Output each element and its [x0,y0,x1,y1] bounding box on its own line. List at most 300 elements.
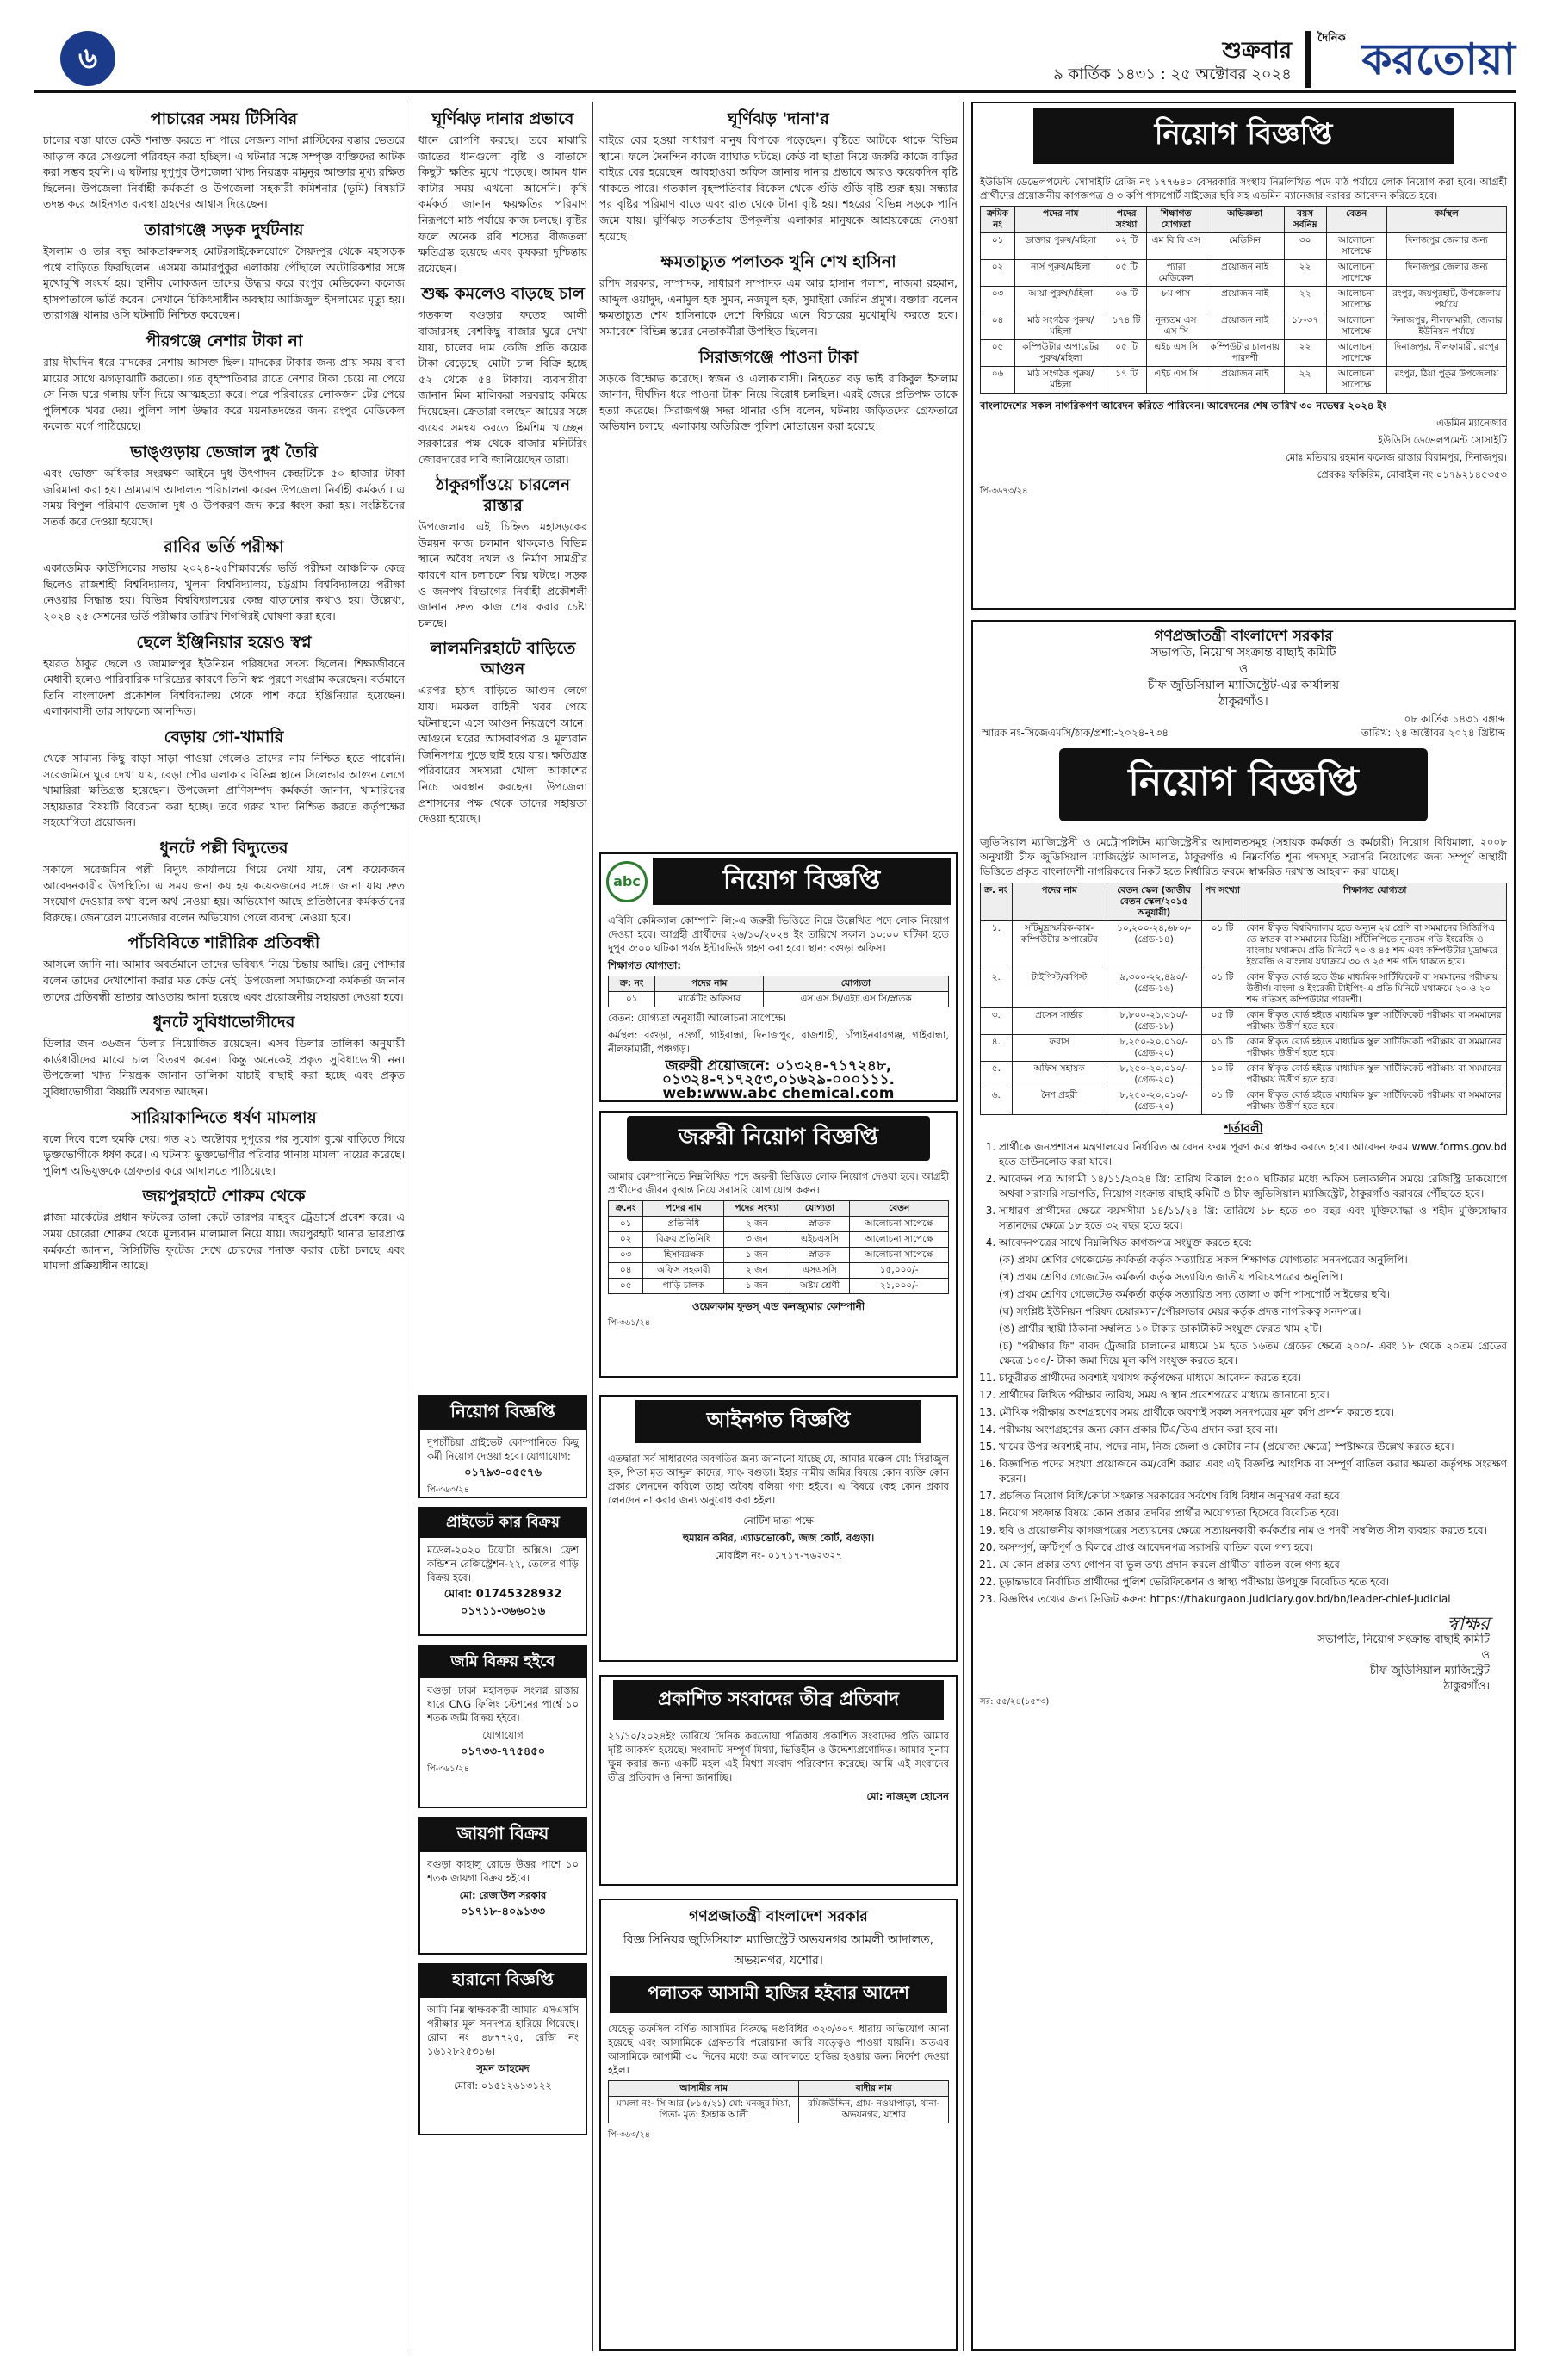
table-cell: ০৪ [609,1263,643,1279]
table-cell: অফিস সহকারী [643,1263,724,1279]
protester-name: মো: নাজমুল হোসেন [866,1790,949,1802]
table-header: শিক্ষাগত যোগ্যতা [1146,207,1206,233]
table-cell: ৮,২৫০-২০,০১০/- (গ্রেড-২০) [1107,1062,1201,1088]
phone-number: মোবাইল নং- ০১৭১৭-৭৬২৩২৭ [714,1549,843,1561]
table-cell: ০৩ [981,287,1015,313]
table-cell: এস.এস.সি/এইচ.এস.সি/স্নাতক [764,992,949,1007]
condition-item: 22. চূড়ান্তভাবে নির্বাচিত প্রার্থীদের পুলিশ ভেরিফিকেশন ও স্বাস্থ্য পরীক্ষায় উপযুক্ত বিবেচিত হতে হবে। [999,1575,1507,1590]
table-cell: ০৫ [609,1279,643,1294]
circular-date: ২৪ অক্টোবর ২০২৪ খ্রিষ্টাব্দ [1394,727,1505,739]
ad-reference: পি-৩৬১/২৪ [427,1764,470,1774]
condition-item: 16. বিজ্ঞাপিত পদের সংখ্যা প্রয়োজনে কম/বেশি করার এবং এই বিজ্ঞপ্তি আংশিক বা সম্পূর্ণ বাতিল করার ক্ষমতা কর্তৃপক্ষ সংরক্ষণ করেন। [999,1457,1507,1486]
table-header: পদ সংখ্যা [1201,883,1243,921]
signatory-title: এডমিন ম্যানেজার [1436,417,1507,429]
court-order-ad [599,1899,958,2351]
table-header: ক্র. নং [981,883,1013,921]
table-cell: ১ জন [724,1248,790,1263]
table-cell: ২১,০০০/- [850,1279,949,1294]
condition-item: 13. মৌখিক পরীক্ষায় অংশগ্রহণের সময় প্রার্থীকে অবশ্যই সকল সনদপত্রের মূল কপি প্রদর্শন করতে হবে। [999,1405,1507,1420]
condition-item: 15. খামের উপর অবশ্যই নাম, পদের নাম, নিজ জেলা ও কোটার নাম (প্রযোজ্য ক্ষেত্রে) স্পষ্টাক্ষরে উল্লেখ করতে হবে। [999,1440,1507,1454]
website-link[interactable]: web:www.abc chemical.com [662,1085,895,1102]
ad-intro: জুডিসিয়াল ম্যাজিস্ট্রেসী ও মেট্রোপলিটন ম্যাজিস্ট্রেসীর আদালতসমূহ (সহায়ক কর্মকর্তা ও কর্মচারী) নিয়োগ বিধিমালা, ২০০৮ অনুযায়ী চীফ জুডিসিয়াল ম্যাজিস্ট্রেট আদালত, ঠাকুরগাঁও এ নিম্নবর্ণিত শূন্য পদসমূহ সরাসরি নিয়োগের জন্য সম্পূর্ণ অস্থায়ী ভিত্তিতে প্রকৃত বাংলাদেশী নাগরিকদের নিকট হতে নির্ধারিত ফরমে স্বাক্ষরিত দরখাস্ত আহবান করা যাচ্ছে। [980,836,1507,877]
table-row [609,2097,949,2123]
article-body: রায় দীঘদিন ধরে মাদকের নেশায় আসক্ত ছিল। মাদকের টাকার জন্য প্রায় সময় বাবা মায়ের সাথে ঝগড়াঝাটি করতো। গত বৃহস্পতিবার রাতে নেশার টাকা চেয়ে না পেয়ে সে নিজ ঘরে গলায় ফাঁস দিয়ে আত্মহত্যা করে। পরে পরিবারের লোকজন টের পেয়ে পুলিশকে খবর দেয়। পুলিশ লাশ উদ্ধার করে ময়নাতদন্তের জন্য রংপুর মেডিকেল কলেজ মর্গে পাঠিয়েছে। [43,355,405,433]
ad-body: আমি নিম্ন স্বাক্ষরকারী আমার এসএসসি পরীক্ষার মূল সনদপত্র হারিয়ে গিয়েছে। রোল নং ৪৮৭৭২৫, রেজি নং ১৬১২৮২৫৩১৬। [427,2004,579,2057]
table-cell: ০২ টি [1107,233,1146,260]
headline: ঠাকুরগাঁওয়ে চারলেন রাস্তার [435,475,571,516]
condition-item: (ঙ) প্রার্থীর স্থায়ী ঠিকানা সম্বলিত ১০ টাকার ডাকটিকিট সংযুক্ত ফেরত খাম ২টি। [999,1323,1323,1335]
govt-office: চীফ জুডিসিয়াল ম্যাজিস্ট্রেট-এর কার্যালয় [1147,679,1340,692]
table-cell: নৈশ প্রহরী [1012,1088,1107,1115]
abc-recruitment-ad [599,852,958,1102]
table-cell: এসএসসি [790,1263,850,1279]
table-row [981,287,1507,313]
govt-position-table [980,883,1507,1115]
table-header: পদের সংখ্যা [724,1201,790,1217]
table-row [981,340,1507,367]
table-cell: প্রসেস সার্ভার [1012,1008,1107,1035]
govt-title: গণপ্রজাতন্ত্রী বাংলাদেশ সরকার [1154,628,1333,645]
table-cell: ১০,২০০-২৪,৬৮০/- (গ্রেড-১৪) [1107,921,1201,970]
table-cell: অষ্টম শ্রেণী [790,1279,850,1294]
table-cell: ৩. [981,1008,1013,1035]
table-cell: এইচ এস সি [1146,367,1206,394]
table-header: যোগ্যতা [790,1201,850,1217]
signatory-org: ইউডিসি ডেভেলপমেন্ট সোসাইটি [1378,434,1507,446]
govt-conjunction: ও [1238,662,1249,676]
table-cell: কোন স্বীকৃত বোর্ড হইতে মাধ্যমিক স্কুল সার্টিফিকেট পরীক্ষায় বা সমমানের পরীক্ষায় উত্তীর্ণ হতে হবে। [1243,1008,1507,1035]
phone-number: ০১৭৩৩-৭৭৫৪৫০ [460,1745,546,1758]
abc-logo-icon: abc [606,861,648,902]
condition-item: 19. ছবি ও প্রয়োজনীয় কাগজপত্রের সত্যায়নের ক্ষেত্রে সত্যায়নকারী কর্মকর্তার নাম ও পদবী সম্বলিত সীল ব্যবহার করতে হবে। [999,1523,1507,1538]
condition-item: 17. প্রচলিত নিয়োগ বিধি/কোটা সংক্রান্ত সরকারের সর্বশেষ বিধি বিধান অনুসরণ করা হবে। [999,1489,1507,1503]
table-cell: এম বি বি এস [1146,233,1206,260]
condition-item: 18. নিয়োগ সংক্রান্ত বিষয়ে কোন প্রকার তদবির প্রার্থীর অযোগ্যতা হিসেবে বিবেচিত হবে। [999,1506,1507,1521]
condition-item: 12. প্রার্থীদের লিখিত পরীক্ষার তারিখ, সময় ও স্থান প্রবেশপত্রের মাধ্যমে জানানো হবে। [999,1388,1507,1403]
table-header: পদের নাম [655,976,764,992]
table-header: পদের নাম [1015,207,1107,233]
ad-intro: এবিসি কেমিক্যাল কোম্পানি লি:-এ জরুরী ভিত্তিতে নিম্নে উল্লেখিত পদে লোক নিয়োগ দেওয়া হবে। আগ্রহী প্রার্থীদের ২৬/১০/২০২৪ ইং তারিখে সকাল ১০:০০ ঘটিকা হতে দুপুর ৩:০০ ঘটিকা পর্যন্ত ইন্টারভিউ গ্রহণ করা হবে। স্থান: বগুড়া অফিস। [608,914,949,954]
table-cell: আলোচনা সাপেক্ষে [1326,260,1386,287]
table-cell: ১৫,০০০/- [850,1263,949,1279]
table-header: বেতন স্কেল (জাতীয় বেতন স্কেল/২০১৫ অনুযায়ী) [1107,883,1201,921]
court-parties-table [608,2080,949,2123]
table-cell: ০৪ [981,313,1015,340]
table-row [981,313,1507,340]
lawyer-name: হুমায়ন কবির, এ্যাডভোকেট, জজ কোর্ট, বগুড়া। [682,1532,875,1544]
ad-body: বগুড়া ঢাকা মহাসড়ক সংলগ্ন রাস্তার ধারে CNG ফিলিং স্টেশনের পার্শ্বে ১০ শতক জমি বিক্রয় হইবে। [427,1684,579,1724]
page-number: ৬ [60,31,115,86]
table-cell: বিক্রয় প্রতিনিধি [643,1232,724,1248]
table-header: আসামীর নাম [609,2081,799,2097]
article-body: সড়কে বিক্ষোভ করেছে। স্বজন ও এলাকাবাসী। নিহতের বড় ভাই রাকিবুল ইসলাম জানান, দীর্ঘদিন ধরে পাওনা টাকা নিয়ে বিরোধ চলছিল। এরই জেরে প্রতিপক্ষ তাকে হত্যা করেছে। সিরাজগঞ্জ সদর থানার ওসি বলেন, ঘটনায় জড়িতদের গ্রেফতারে অভিযান চলছে। এলাকায় অতিরিক্ত পুলিশ মোতায়েন করা হয়েছে। [599,371,958,433]
table-cell: কোন স্বীকৃত বোর্ড হইতে মাধ্যমিক স্কুল সার্টিফিকেট পরীক্ষায় বা সমমানের পরীক্ষায় উত্তীর্ণ হতে হবে। [1243,1088,1507,1115]
table-cell: আলোচনা সাপেক্ষে [850,1217,949,1232]
table-cell: ৩ জন [724,1232,790,1248]
table-cell: ৮,২৫০-২০,০১০/- (গ্রেড-২০) [1107,1088,1201,1115]
govt-committee: সভাপতি, নিয়োগ সংক্রান্ত বাছাই কমিটি [1150,646,1336,660]
table-cell: ০১ টি [1201,1035,1243,1062]
headline: ক্ষমতাচ্যুত পলাতক খুনি শেখ হাসিনা [660,252,896,272]
table-cell: ০৫ টি [1107,260,1146,287]
table-cell: দিনাজপুর জেলার জন্য [1386,233,1506,260]
article-body: এরপর হঠাৎ বাড়িতে আগুন লেগে যায়। দমকল বাহিনী খবর পেয়ে ঘটনাস্থলে এসে আগুন নিয়ন্ত্রণে আনে। আগুনে ঘরের আসবাবপত্র ও মূল্যবান জিনিসপত্র পুড়ে ছাই হয়ে যায়। ক্ষতিগ্রস্ত পরিবারের সদস্যরা খোলা আকাশের নিচে অবস্থান করছেন। উপজেলা প্রশাসনের পক্ষ থেকে তাদের সহায়তা দেওয়া হয়েছে। [418,684,587,826]
masthead-logo [1318,29,1516,90]
ad-body: এতদ্বারা সর্ব সাধারণের অবগতির জন্য জানানো যাচ্ছে যে, আমার মক্কেল মো: সিরাজুল হক, পিতা মৃত আব্দুল কাদের, সাং- বগুড়া। ইহার নামীয় জমির বিষয়ে কোন ব্যক্তি কোন প্রকার লেনদেন করিলে তাহা অবৈধ বলিয়া গণ্য হইবে। এ বিষয়ে কেহ কোন প্রকার লেনদেন না করার জন্য অনুরোধ করা হইল। [608,1453,949,1506]
table-cell: আলোচনা সাপেক্ষে [1326,340,1386,367]
table-cell: ২ জন [724,1263,790,1279]
car-sale-ad [418,1507,587,1636]
table-cell: ৫. [981,1062,1013,1088]
table-cell: ৬. [981,1088,1013,1115]
headline: ঘূর্ণিঝড় 'দানা'র [728,109,829,128]
small-recruitment-ad [418,1395,587,1498]
phone-number: মোবা: ০১৫১২৬১৩১২২ [454,2079,552,2092]
table-cell: ৯,৩০০-২২,৪৯০/- (গ্রেড-১৬) [1107,970,1201,1008]
table-cell: প্রয়োজন নাই [1206,313,1284,340]
article-body: উপজেলার এই চিহ্নিত মহাসড়কের উন্নয়ন কাজ চলমান থাকলেও বিভিন্ন স্থানে অবৈধ দখল ও নির্মাণ সামগ্রীর কারণে যান চলাচলে বিঘ্ন ঘটছে। সড়ক ও জনপথ বিভাগের নির্বাহী প্রকৌশলী জানান দ্রুত কাজ শেষ করার চেষ্টা চলছে। [418,520,587,629]
table-cell: নূন্যতম এস এস সি [1146,313,1206,340]
table-header: শিক্ষাগত যোগ্যতা [1243,883,1507,921]
condition-item: 14. পরীক্ষায় অংশগ্রহণের জন্য কোন প্রকার টিএ/ডিএ প্রদান করা হবে না। [999,1422,1507,1437]
phone-number: ০১৭১১-৩৬৬০১৬ [460,1605,546,1618]
phone-number: মোবা: 01745328932 [443,1588,562,1601]
table-cell: ০১ টি [1201,970,1243,1008]
signatory-title: সভাপতি, নিয়োগ সংক্রান্ত বাছাই কমিটি [1318,1633,1490,1646]
condition-item: (গ) প্রথম শ্রেণির গেজেটেড কর্মকর্তা কর্তৃক সত্যায়িত সদ্য তোলা ৩ কপি পাসপোর্ট সাইজের ছবি। [999,1288,1390,1300]
ad-title: জরুরী নিয়োগ বিজ্ঞপ্তি [627,1116,930,1161]
table-cell: ৮,৮০০-২১,৩১০/- (গ্রেড-১৮) [1107,1008,1201,1035]
table-cell: ১ জন [724,1279,790,1294]
table-cell: ০১ [609,1217,643,1232]
urgent-position-table [608,1200,949,1294]
table-cell: ২২ [1284,260,1326,287]
protest-ad [599,1675,958,1886]
article-body: বলে দিবে বলে হুমকি দেয়। গত ২১ অক্টোবর দুপুরের পর সুযোগ বুঝে বাড়িতে গিয়ে ভুক্তভোগীকে ধর্ষণ করে। এ ঘটনায় ভুক্তভোগীর পরিবার থানায় মামলা দায়ের করেছে। পুলিশ অভিযুক্তকে গ্রেফতার করে আদালতে পাঠিয়েছে। [43,1131,405,1177]
legal-notice-ad [599,1395,958,1662]
table-cell: ০৫ টি [1201,1008,1243,1035]
headline: সিরাজগঞ্জে পাওনা টাকা [698,347,859,367]
ad-title: প্রকাশিত সংবাদের তীব্র প্রতিবাদ [613,1680,944,1720]
signatory-address: মোঃ মতিয়ার রহমান কলেজ রাস্তার বিরামপুর, দিনাজপুর। [1286,451,1507,463]
headline: শুল্ক কমলেও বাড়ছে চাল [421,284,585,304]
condition-item: (ঘ) সংশ্লিষ্ট ইউনিয়ন পরিষদ চেয়ারম্যান/পৌরসভার মেয়র কর্তৃক প্রদত্ত নাগরিকত্ব সনদপত্র। [999,1305,1361,1317]
contact-name: মো: রেজাউল সরকার [459,1889,547,1901]
table-row [981,921,1507,970]
masthead-title: করতোয়া [1361,34,1516,84]
phone-number: ০১৭১৮-৪০৯১৩৩ [460,1906,546,1918]
abc-position-table [608,976,949,1007]
table-cell: কোন স্বীকৃত বোর্ড হইতে মাধ্যমিক স্কুল সার্টিফিকেট পরীক্ষায় বা সমমানের পরীক্ষায় উত্তীর্ণ হতে হবে। [1243,1062,1507,1088]
land-sale-ad [418,1645,587,1808]
urgent-recruitment-ad [599,1111,958,1378]
table-row [609,1232,949,1248]
lost-notice-ad [418,1963,587,2135]
udc-position-table [980,206,1507,394]
table-cell: ২ জন [724,1217,790,1232]
table-cell: দিনাজপুর জেলার জন্য [1386,260,1506,287]
udc-recruitment-ad [971,102,1516,610]
table-header: ক্র.নং [609,1201,643,1217]
phone-number: ০১৭৯৩-০৫৫৭৬ [464,1466,542,1479]
table-cell: কম্পিউটার চালনায় পারদর্শী [1206,340,1284,367]
table-cell: প্রয়োজন নাই [1206,260,1284,287]
company-name: ওয়েলকাম ফুডস্ এন্ড কনজ্যুমার কোম্পানী [691,1300,865,1312]
ad-salary: বেতন: যোগ্যতা অনুযায়ী আলোচনা সাপেক্ষে। [608,1012,787,1024]
table-cell: কোন স্বীকৃত বিশ্ববিদ্যালয় হতে অন্যূন ২য় শ্রেণি বা সমমানের সিজিপিএ তে স্নাতক বা সমমানের ডিগ্রি। সাঁটলিপিতে নূন্যতম গতি ইংরেজি ও বাংলায় যথাক্রমে প্রতি মিনিটে ৭০ ও ৪৫ শব্দ এবং কম্পিউটার মুদ্রাক্ষরে ইংরেজি ও বাংলায় যথাক্রমে ৩০ ও ২৫ শব্দ গতি থাকতে হবে। [1243,921,1507,970]
table-cell: ০১ টি [1201,921,1243,970]
table-header: ক্র: নং [609,976,655,992]
table-row [609,1263,949,1279]
ad-reference: পি-৩৬৩/২৪ [427,1485,470,1495]
table-cell: ২২ [1284,367,1326,394]
table-row [609,1217,949,1232]
table-cell: প্রয়োজন নাই [1206,287,1284,313]
condition-item: 3. সাধারণ প্রার্থীদের ক্ষেত্রে বয়সসীমা ১৪/১১/২৪ খ্রি: তারিখে ১৮ হতে ৩০ বছর এবং মুক্তিযোদ্ধা ও শহীদ মুক্তিযোদ্ধার সন্তানদের ক্ষেত্রে ১৮ হতে ৩২ বছর হতে হবে। [999,1204,1507,1233]
contact-name: সুমন আহমেদ [476,2062,530,2074]
ad-title: নিয়োগ বিজ্ঞপ্তি [653,858,951,905]
table-cell: ৪. [981,1035,1013,1062]
table-cell: আলোচনা সাপেক্ষে [1326,367,1386,394]
table-header: যোগ্যতা [764,976,949,992]
table-cell: ০২ [609,1232,643,1248]
article-body: বাইরে বের হওয়া সাধারণ মানুষ বিপাকে পড়েছেন। বৃষ্টিতে আটকে থাকে বিভিন্ন স্থানে। ফলে দৈনন্দিন কাজে ব্যাঘাত ঘটছে। কেউ বা ছাতা নিয়ে জরুরি কাজে বাড়ির বাইরে বের হয়েছেন। আবহাওয়া অফিস জানায় দানার প্রভাবে আরও কয়েকদিন বৃষ্টি থাকতে পারে। গতকাল বৃহস্পতিবার বিকেল থেকে গুঁড়ি গুঁড়ি বৃষ্টি শুরু হয়। সন্ধ্যার পর বৃষ্টির পরিমাণ বাড়ে এবং রাত থেকে টানা বৃষ্টি হয়। শহরের বিভিন্ন সড়কে পানি জমে যায়। ঘূর্ণিঝড় সতর্কতায় উপকূলীয় এলাকার মানুষকে আশ্রয়কেন্দ্রে নেওয়া হয়েছে। [599,133,958,243]
table-cell: ০৫ টি [1107,340,1146,367]
table-row [981,1088,1507,1115]
table-cell: এইচএসসি [790,1232,850,1248]
ad-title: নিয়োগ বিজ্ঞপ্তি [420,1397,586,1430]
ad-title: প্রাইভেট কার বিক্রয় [420,1509,586,1538]
headline: ভাঙ্গুড়ায় ভেজাল দুধ তৈরি [130,442,318,462]
table-cell: ১৭ টি [1107,367,1146,394]
date-label: তারিখ: [1361,727,1392,739]
ad-reference: পি-৩৬১/২৪ [608,1318,651,1328]
ad-intro: ইউডিসি ডেভেলপমেন্ট সোসাইটি রেজি নং ১৭৭৬৪০ বেসরকারি সংস্থায় নিম্নলিখিত পদে মাঠ পর্যায়ে লোক নিয়োগ করা হবে। আগ্রহী প্রার্থীদের প্রয়োজনীয় কাগজপত্র ও ৩ কপি পাসপোর্ট সাইজের ছবি সহ এডমিন ম্যানেজার বরাবর আবেদন করিতে হবে। [980,176,1507,201]
signatory-conjunction: ও [1481,1649,1490,1662]
table-header: কর্মস্থল [1386,207,1506,233]
table-cell: আলোচনা সাপেক্ষে [850,1248,949,1263]
headline: পাঁচবিবিতে শারীরিক প্রতিবন্ধী [127,933,320,953]
ad-title: নিয়োগ বিজ্ঞপ্তি [1059,748,1428,821]
table-cell: কোন স্বীকৃত বোর্ড হইতে মাধ্যমিক স্কুল সার্টিফিকেট পরীক্ষায় বা সমমানের পরীক্ষায় উত্তীর্ণ হতে হবে। [1243,1035,1507,1062]
table-cell: ০১ [981,233,1015,260]
table-header: বেতন [1326,207,1386,233]
table-cell: ৮,২৫০-২০,০১০/- (গ্রেড-২০) [1107,1035,1201,1062]
headline: পাচারের সময় টিসিবির [150,109,298,128]
table-row [609,1248,949,1263]
ad-reference: সর: ৫৫/২৪(১৫*৩) [980,1697,1050,1707]
article-body: হযরত ঠাকুর ছেলে ও জামালপুর ইউনিয়ন পরিষদের সদস্য ছিলেন। শিক্ষাজীবনে মেধাবী হলেও পারিবারিক দারিদ্র্যের কারণে তিনি স্বপ্ন পূরণে সংগ্রাম করেছেন। বর্তমানে তিনি বাংলাদেশ প্রকৌশল বিশ্ববিদ্যালয় থেকে পাশ করে ইঞ্জিনিয়ার হয়েছেন। এলাকাবাসী তার সাফল্যে আনন্দিত। [43,656,405,718]
table-cell: প্রতিনিধি [643,1217,724,1232]
table-cell: মার্কেটিং অফিসার [655,992,764,1007]
table-row [981,233,1507,260]
condition-item: 20. অসম্পূর্ণ, ত্রুটিপূর্ণ ও বিলম্বে প্রাপ্ত আবেদনপত্র সরাসরি বাতিল বলে গণ্য হবে। [999,1540,1507,1555]
headline: ধুনটে পল্লী বিদ্যুতের [159,839,288,858]
headline: লালমনিরহাটে বাড়িতে আগুন [430,639,576,679]
article-body: ধানে রোপণি করছে। তবে মাঝারি জাতের ধানগুলো বৃষ্টি ও বাতাসে কিছুটা ক্ষতির মুখে পড়েছে। আমন ধান কাটার সময় এখনো আসেনি। কৃষি কর্মকর্তা জানান ক্ষয়ক্ষতির পরিমাণ নিরূপণে মাঠ পর্যায়ে কাজ চলছে। বৃষ্টির ফলে অনেক রবি শস্যের বীজতলা ক্ষতিগ্রস্ত হয়েছে এবং কৃষকরা দুশ্চিন্তায় রয়েছেন। [418,133,587,275]
article-body: আসলে জানি না। আমার অবর্তমানে তাদের ভবিষ্যৎ নিয়ে চিন্তায় আছি। রেনু পোদ্দার বলেন তাদের দেখাশোনা করার মত কেউ নেই। উপজেলা সমাজসেবা কর্মকর্তা জানান তাদের প্রতিবন্ধী ভাতার আওতায় আনা হয়েছে এবং প্রয়োজনীয় সহায়তা দেওয়া হবে। [43,958,405,1003]
table-cell: মেডিসিন [1206,233,1284,260]
headline: পীরগঞ্জে নেশার টাকা না [145,331,303,350]
condition-item: 11. চাকুরীরত প্রার্থীদের অবশ্যই যথাযথ কর্তৃপক্ষের মাধ্যমে আবেদন করতে হবে। [999,1371,1507,1385]
ad-deadline: বাংলাদেশের সকল নাগরিকগণ আবেদন করিতে পারিবেন। আবেদনের শেষ তারিখ ৩০ নভেম্বর ২০২৪ ইং [980,400,1387,412]
phone-number: ০১৩২৪-৭১৭২৫৩,০১৬২৯-০০০১১১. [661,1071,895,1088]
table-row [609,992,949,1007]
table-cell: কম্পিউটার অপারেটর পুরুষ/মহিলা [1015,340,1107,367]
table-cell: আয়া পুরুষ/মহিলা [1015,287,1107,313]
table-cell: গাড়ি চালক [643,1279,724,1294]
ad-body: যেহেতু তফসিল বর্ণিত আসামির বিরুদ্ধে দণ্ডবিধির ৩২৩/৩০৭ ধারায় অভিযোগ আনা হয়েছে এবং আসামিকে গ্রেফতারি পরোয়ানা জারি সত্ত্বেও পাওয়া যায়নি। অতএব আসামিকে আগামী ৩০ দিনের মধ্যে অত্র আদালতে হাজির হওয়ার জন্য নির্দেশ দেওয়া হইল। [608,2023,949,2076]
table-cell: স্নাতক [790,1248,850,1263]
table-row [981,1035,1507,1062]
ad-title: জায়গা বিক্রয় [420,1819,586,1852]
table-header: পদের নাম [1012,883,1107,921]
header-separator [1305,31,1311,88]
table-cell: দিনাজপুর, নীলফামারী, রংপুর [1386,340,1506,367]
table-cell: ০২ [981,260,1015,287]
news-column-3 [599,102,958,851]
need-label: জরুরী প্রয়োজনে: [665,1057,771,1075]
table-cell: ০৩ [609,1248,643,1263]
table-row [981,260,1507,287]
article-body: থেকে সামান্য কিছু বাড়া সাড়া পাওয়া গেলেও তাদের নাম নিশ্চিত হতে পারেনি। সরেজমিনে ঘুরে দেখা যায়, বেড়া পৌর এলাকার বিভিন্ন স্থানে সিলেন্ডার আগুন লেগে খামারিরা ক্ষতিগ্রস্ত হয়েছেন। উপজেলা প্রাণিসম্পদ কর্মকর্তা জানান, খামারিদের সহায়তার বিষয়টি বিবেচনা করা হচ্ছে। তবে গরুর খাদ্য নিশ্চিত করতে কর্তৃপক্ষের সহযোগিতা প্রয়োজন। [43,752,405,829]
table-cell: ১৭৪ টি [1107,313,1146,340]
table-cell: টাইপিস্ট/কপিস্ট [1012,970,1107,1008]
table-cell: রমিজউদ্দিন, গ্রাম- নওয়াপাড়া, থানা- অভয়নগর, যশোর [799,2097,949,2123]
condition-item[interactable]: 23. বিজ্ঞপ্তির তথ্যের জন্য ভিজিট করুন: https://thakurgaon.judiciary.gov.bd/bn/leader-chief-judicial [999,1592,1507,1607]
table-header: বেতন [850,1201,949,1217]
headline: জয়পুরহাটে শোরুম থেকে [142,1187,306,1206]
table-cell: ২২ [1284,340,1326,367]
table-cell: রংপুর, ঠিয়া পুকুর উপজেলায় [1386,367,1506,394]
conditions-title: শর্তাবলী [1224,1122,1263,1136]
condition-item: 4. আবেদনপত্রের সাথে নিম্নলিখিত কাগজপত্র সংযুক্ত করতে হবে: [999,1236,1507,1250]
news-column-1 [43,102,405,2358]
ad-body: ২১/১০/২০২৪ইং তারিখে দৈনিক করতোয়া পত্রিকায় প্রকাশিত সংবাদের প্রতি আমার দৃষ্টি আকর্ষণ হয়েছে। সংবাদটি সম্পূর্ণ মিথ্যা, ভিত্তিহীন ও উদ্দেশ্যপ্রণোদিত। আমার সুনাম ক্ষুন্ন করার জন্য একটি মহল এই মিথ্যা সংবাদ পরিবেশন করেছে। আমি এই সংবাদের তীব্র প্রতিবাদ ও নিন্দা জানাচ্ছি। [608,1730,949,1783]
condition-item: (খ) প্রথম শ্রেণির গেজেটেড কর্মকর্তা কর্তৃক সত্যায়িত জাতীয় পরিচয়পত্রের অনুলিপি। [999,1271,1343,1283]
table-cell: কোন স্বীকৃত বোর্ড হতে উচ্চ মাধ্যমিক সার্টিফিকেট বা সমমানের পরীক্ষায় উত্তীর্ণ। বাংলা ও ইংরেজী টাইপিং-এ প্রতি মিনিটে যথাক্রমে ২০ ও ২০ শব্দ গতিসহ কম্পিউটার পারদর্শী। [1243,970,1507,1008]
table-header: ক্রমিক নং [981,207,1015,233]
header-day: শুক্রবার [1222,38,1292,64]
article-body: একাডেমিক কাউন্সিলের সভায় ২০২৪-২৫শিক্ষাবর্ষের ভর্তি পরীক্ষা আঞ্চলিক কেন্দ্র ছিলেও রাজশাহী বিশ্ববিদ্যালয়, খুলনা বিশ্ববিদ্যালয়, চট্টগ্রাম বিশ্ববিদ্যালয়ে পরীক্ষা নেওয়ার সিদ্ধান্ত হয়। বিভিন্ন বিশ্ববিদ্যালয়ের কেন্দ্র বাড়ানোর কথাও হয়। উল্লেখ্য, ২০২৪-২৫ সেশনের ভর্তি পরীক্ষার তারিখ শিগগিরই ঘোষণা করা হবে। [43,561,405,623]
headline: ছেলে ইঞ্জিনিয়ার হয়েও স্বপ্ন [136,632,312,652]
ad-body: দুপচাঁচিয়া প্রাইভেট কোম্পানিতে কিছু কর্মী নিয়োগ দেওয়া হবে। যোগাযোগ: [427,1436,579,1462]
ad-body: বগুড়া কাহালু রোডে উত্তর পাশে ১০ শতক জায়গা বিক্রয় হইবে। [427,1858,579,1884]
table-cell: ফরাস [1012,1035,1107,1062]
condition-item: 21. যে কোন প্রকার তথ্য গোপন বা ভুল তথ্য প্রদান করলে প্রার্থীতা বাতিল বলে গণ্য হবে। [999,1558,1507,1572]
ad-title: পলাতক আসামী হাজির হইবার আদেশ [610,1976,947,2013]
table-cell: আলোচনা সাপেক্ষে [850,1232,949,1248]
signature-scribble: স্বাক্ষর [1447,1614,1490,1635]
column-divider [592,102,593,2351]
table-cell: ১৮-৩৭ [1284,313,1326,340]
headline: সারিয়াকান্দিতে ধর্ষণ মামলায় [131,1107,317,1127]
ad-reference: পি-৩৬৩/২৪ [608,2130,651,2140]
headline: ঘূর্ণিঝড় দানার প্রভাবে [431,109,574,128]
condition-item: (ক) প্রথম শ্রেণির গেজেটেড কর্মকর্তা কর্তৃক সত্যায়িত সকল শিক্ষাগত যোগ্যতার সনদপত্রের অনুলিপি। [999,1254,1408,1266]
table-cell: ০৬ টি [1107,287,1146,313]
table-cell: স্নাতক [790,1217,850,1232]
ad-reference: পি-৩৬৭৩/২৪ [980,487,1028,496]
headline: বেড়ায় গো-খামারি [164,728,284,747]
table-cell: রংপুর, জয়পুরহাট, উপজেলায় পর্যায়ে [1386,287,1506,313]
table-cell: ০১ টি [1201,1088,1243,1115]
signatory-contact: প্রেরকঃ ফকিরিম, মোবাইল নং ০১৭৯২১৪৫৩৫৩ [1317,468,1507,480]
memo-number: স্মারক নং-সিজেএমসি/ঠাক/প্রশা:-২০২৪-৭৩৪ [982,727,1169,739]
table-header: পদের সংখ্যা [1107,207,1146,233]
table-cell: প্যারা মেডিকেল [1146,260,1206,287]
page-header [34,26,1516,93]
article-body: সকালে সরেজমিন পল্লী বিদ্যুৎ কার্যালয়ে গিয়ে দেখা যায়, বেশ কয়েকজন আবেদনকারীর উপস্থিতি। এ সময় জনা কয় হয় কয়েকজনের সঙ্গে। জানা যায় দ্রুত সংযোগ দেওয়ার কথা বলে অর্থ নেওয়া হয়। অভিযোগ আছে প্রতিষ্ঠানের কর্মকর্তাদের বিরুদ্ধে। জেনারেল ম্যানেজার বলেন অভিযোগ পেলে ব্যবস্থা নেওয়া হবে। [43,863,405,924]
table-cell: সাঁটমুদ্রাক্ষরিক-কাম-কম্পিউটার অপারেটর [1012,921,1107,970]
ad-workplace: কর্মস্থল: বগুড়া, নওগাঁ, গাইবান্ধা, দিনাজপুর, রাজশাহী, চাঁপাইনবাবগঞ্জ, গাইবান্ধা, নীলফামারী, পঞ্চগড়। [608,1029,949,1055]
table-cell: নার্স পুরুষ/মহিলা [1015,260,1107,287]
contact-label: যোগাযোগ [482,1729,524,1741]
table-cell: ০৫ [981,340,1015,367]
notice-label: নোটিশ দাতা পক্ষে [743,1515,814,1527]
conditions-list [980,1140,1507,1607]
table-header: বয়স সর্বনিম্ন [1284,207,1326,233]
ad-intro: আমার কোম্পানিতে নিম্নলিখিত পদে জরুরী ভিত্তিতে লোক নিয়োগ দেওয়া হবে। আগ্রহী প্রার্থীদের জীবন বৃত্তান্ত নিয়ে সরাসরি যোগাযোগ করুন। [608,1170,949,1196]
masthead-small: দৈনিক [1318,32,1346,45]
table-row [981,970,1507,1008]
table-cell: হিসাবরক্ষক [643,1248,724,1263]
table-header: পদের নাম [643,1201,724,1217]
ad-title: নিয়োগ বিজ্ঞপ্তি [1033,108,1454,164]
table-cell: আলোচনা সাপেক্ষে [1326,233,1386,260]
court-government: গণপ্রজাতন্ত্রী বাংলাদেশ সরকার [689,1908,868,1925]
table-cell: ডাক্তার পুরুষ/মহিলা [1015,233,1107,260]
table-cell: ০১ [609,992,655,1007]
ad-title: হারানো বিজ্ঞপ্তি [420,1965,586,1998]
headline: ধুনটে সুবিধাভোগীদের [152,1013,295,1032]
article-body: ইসলাম ও তার বন্ধু আকতারুলসহ মোটরসাইকেলযোগে সৈয়দপুর থেকে মহাসড়ক পথে বাড়িতে ফিরছিলেন। এসময় কামারপুকুর এলাকায় পৌঁছালে অটোরিকশার সঙ্গে মুখোমুখি সংঘর্ষ হয়। স্থানীয় লোকজন তাদের উদ্ধার করে রংপুর মেডিকেল কলেজ হাসপাতালে ভর্তি করেন। সেখানে চিকিৎসাধীন অবস্থায় আজিজুল ইসলামের মৃত্যু হয়। তারাগঞ্জ থানার ওসি ঘটনাটি নিশ্চিত করেছেন। [43,244,405,322]
table-cell: ৩০ [1284,233,1326,260]
condition-item: 2. আবেদন পত্র আগামী ১৪/১১/২০২৪ খ্রি: তারিখ বিকাল ৫:০০ ঘটিকার মধ্যে অফিস চলাকালীন সময়ে রেজিস্ট্রি ডাকযোগে অথবা সরাসরি সভাপতি, নিয়োগ সংক্রান্ত বাছাই কমিটি ও চীফ জুডিসিয়াল ম্যাজিস্ট্রেট, ঠাকুরগাঁও বরাবরে পৌঁছাতে হবে। [999,1172,1507,1201]
article-body: প্লাজা মার্কেটের প্রধান ফটকের তালা কেটে তারপর মাহবুব ট্রেডার্সে প্রবেশ করে। এ সময় চোরেরা শোরুম থেকে মূল্যবান মালামাল নিয়ে যায়। জয়পুরহাট থানার ভারপ্রাপ্ত কর্মকর্তা জানান, সিসিটিভি ফুটেজ দেখে চোরদের শনাক্ত করার চেষ্টা চলছে এবং মামলা প্রক্রিয়াধীন আছে। [43,1211,405,1273]
place-sale-ad [418,1817,587,1955]
news-column-2 [418,102,587,1100]
table-header: অভিজ্ঞতা [1206,207,1284,233]
table-cell: ১০ টি [1201,1062,1243,1088]
article-body: ডিলার জন ৩৬জন ডিলার নিয়োজিত রয়েছেন। এসব ডিলার তালিকা অনুযায়ী কার্ডধারীদের মাঝে চাল বিতরণ করেন। কিন্তু অনেকেই প্রকৃত সুবিধাভোগী নন। উপজেলা খাদ্য নিয়ন্ত্রক জানান তালিকা যাচাই বাছাই করা হচ্ছে এবং প্রকৃত সুবিধাভোগীরা বিষয়টি অবগত আছেন। [43,1037,405,1098]
column-divider [963,102,964,2351]
headline: রাবির ভর্তি পরীক্ষা [164,537,284,557]
table-cell: ৮ম পাস [1146,287,1206,313]
table-cell: ২২ [1284,287,1326,313]
ad-title: জমি বিক্রয় হইবে [420,1646,586,1678]
table-row [981,367,1507,394]
govt-location: ঠাকুরগাঁও। [1218,695,1268,709]
court-name: বিজ্ঞ সিনিয়র জুডিসিয়াল ম্যাজিস্ট্রেট অভয়নগর আমলী আদালত, অভয়নগর, যশোর। [623,1933,934,1968]
article-body: চালের বস্তা যাতে কেউ শনাক্ত করতে না পারে সেজন্য সাদা প্লাস্টিকের বস্তার ভেতরে আড়াল করে সেগুলো পরিবহন করা হচ্ছিল। এ ঘটনার সঙ্গে সম্পৃক্ত ব্যক্তিদের আটক করা সম্ভব হয়নি। এ ঘটনায় দুপুপুর উপজেলা খাদ্য নিয়ন্ত্রক মামুনুর আক্তার মুখ্য রক্ষিত ছিলেন। উপজেলা নির্বাহী কর্মকর্তা ও উপজেলা সহকারী কমিশনার (ভূমি) বিষয়টি তদন্ত করে আইনগত ব্যবস্থা গ্রহণের আশ্বাস দিয়েছেন। [43,133,405,211]
table-row [609,1279,949,1294]
table-cell: ০৬ [981,367,1015,394]
article-body: এবং ভোক্তা অধিকার সংরক্ষণ আইনে দুধ উৎপাদন কেন্দ্রটিকে ৫০ হাজার টাকা জরিমানা করা হয়। ভ্রাম্যমাণ আদালত পরিচালনা করেন উপজেলা নির্বাহী কর্মকর্তা। এ সময় বিপুল পরিমাণ ভেজাল দুধ ও উপকরণ জব্দ করে ধ্বংস করা হয়। সংশ্লিষ্টদের সতর্ক করে দেওয়া হয়েছে। [43,466,405,528]
table-cell: মাঠ সংগঠক পুরুষ/মহিলা [1015,367,1107,394]
condition-item: 1. প্রার্থীকে জনপ্রশাসন মন্ত্রণালয়ের নির্ধারিত আবেদন ফরম পূরণ করে স্বাক্ষর করতে হবে। আবেদন ফরম www.forms.gov.bd হতে ডাউনলোড করা যাবে। [999,1140,1507,1169]
condition-item: (চ) "পরীক্ষার ফি" বাবদ ট্রেজারি চালানের মাধ্যমে ১ম হতে ১৬তম গ্রেডের ক্ষেত্রে ২০০/- এবং ১৮ থেকে ২০তম গ্রেডের ক্ষেত্রে ১০০/- টাকা জমা দিয়ে মূল কপি সংযুক্ত করতে হবে। [999,1340,1507,1367]
table-cell: ২. [981,970,1013,1008]
signatory-location: ঠাকুরগাঁও। [1443,1680,1490,1693]
table-row [981,1062,1507,1088]
table-cell: প্রয়োজন নাই [1206,367,1284,394]
header-date: ৯ কার্তিক ১৪৩১ : ২৫ অক্টোবর ২০২৪ [1053,65,1292,84]
circular-date-bangla: ০৮ কার্তিক ১৪৩১ বঙ্গাব্দ [1404,713,1505,725]
table-cell: এইচ এস সি [1146,340,1206,367]
qualification-label: শিক্ষাগত যোগ্যতা: [608,959,681,971]
signatory-office: চীফ জুডিসিয়াল ম্যাজিস্ট্রেট [1369,1664,1490,1677]
